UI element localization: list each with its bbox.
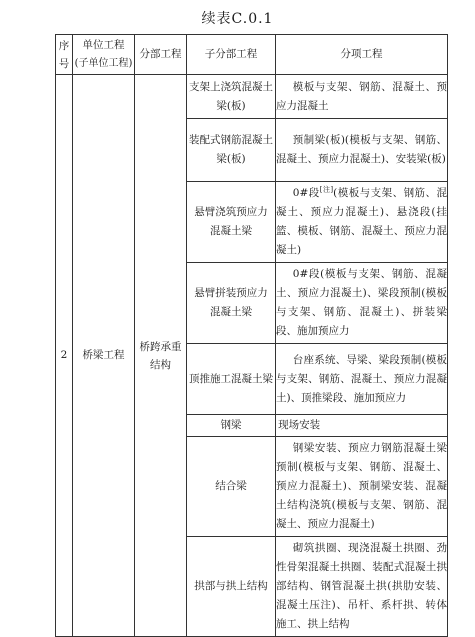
subdivision-cell: 悬臂拼装预应力 混凝土梁 <box>187 263 276 344</box>
subdivision-cell: 支架上浇筑混凝土 梁(板) <box>187 75 276 119</box>
header-item: 分项工程 <box>276 35 448 75</box>
subdivision-cell: 结合梁 <box>187 437 276 537</box>
header-division: 分部工程 <box>135 35 187 75</box>
subdivision-cell: 钢梁 <box>187 415 276 437</box>
division-cell: 桥跨承重 结构 <box>135 75 187 637</box>
item-cell: 0#段(模板与支架、钢筋、混凝土、预应力混凝土)、梁段预制(模板与支架、钢筋、混凝土)、拼装梁段、施加预应力 <box>276 263 448 344</box>
page-title: 续表C.0.1 <box>201 11 274 27</box>
header-subdivision: 子分部工程 <box>187 35 276 75</box>
item-cell: 模板与支架、钢筋、混凝土、预应力混凝土 <box>276 75 448 119</box>
table-row <box>56 75 448 119</box>
item-cell: 0#段[注](模板与支架、钢筋、混凝土、预应力混凝土)、悬浇段(挂篮、模板、钢筋、混凝土、预应力混凝土) <box>276 182 448 263</box>
subdivision-cell: 悬臂浇筑预应力 混凝土梁 <box>187 182 276 263</box>
item-cell: 台座系统、导梁、梁段预制(模板与支架、钢筋、混凝土、预应力混凝土)、顶推梁段、施加预应力 <box>276 344 448 415</box>
subdivision-cell: 拱部与拱上结构 <box>187 537 276 637</box>
item-cell: 砌筑拱圈、现浇混凝土拱圈、劲性骨架混凝土拱圈、装配式混凝土拱部结构、钢管混凝土拱(拱肋安装、混凝土压注)、吊杆、系杆拱、转体施工、拱上结构 <box>276 537 448 637</box>
row-index: 2 <box>56 75 73 637</box>
quality-acceptance-table <box>55 34 448 637</box>
header-index: 序 号 <box>56 35 73 75</box>
table-header-row <box>56 35 448 75</box>
item-cell: 现场安装 <box>276 415 448 437</box>
item-cell: 钢梁安装、预应力钢筋混凝土梁预制(模板与支架、钢筋、混凝土、预应力混凝土)、预制梁安装、混凝土结构浇筑(模板与支架、钢筋、混凝土、预应力混凝土) <box>276 437 448 537</box>
subdivision-cell: 顶推施工混凝土梁 <box>187 344 276 415</box>
header-unit-project: 单位工程 (子单位工程) <box>73 35 135 75</box>
unit-project-cell: 桥梁工程 <box>73 75 135 637</box>
subdivision-cell: 装配式钢筋混凝土 梁(板) <box>187 119 276 182</box>
item-cell: 预制梁(板)(模板与支架、钢筋、混凝土、预应力混凝土)、安装梁(板) <box>276 119 448 182</box>
